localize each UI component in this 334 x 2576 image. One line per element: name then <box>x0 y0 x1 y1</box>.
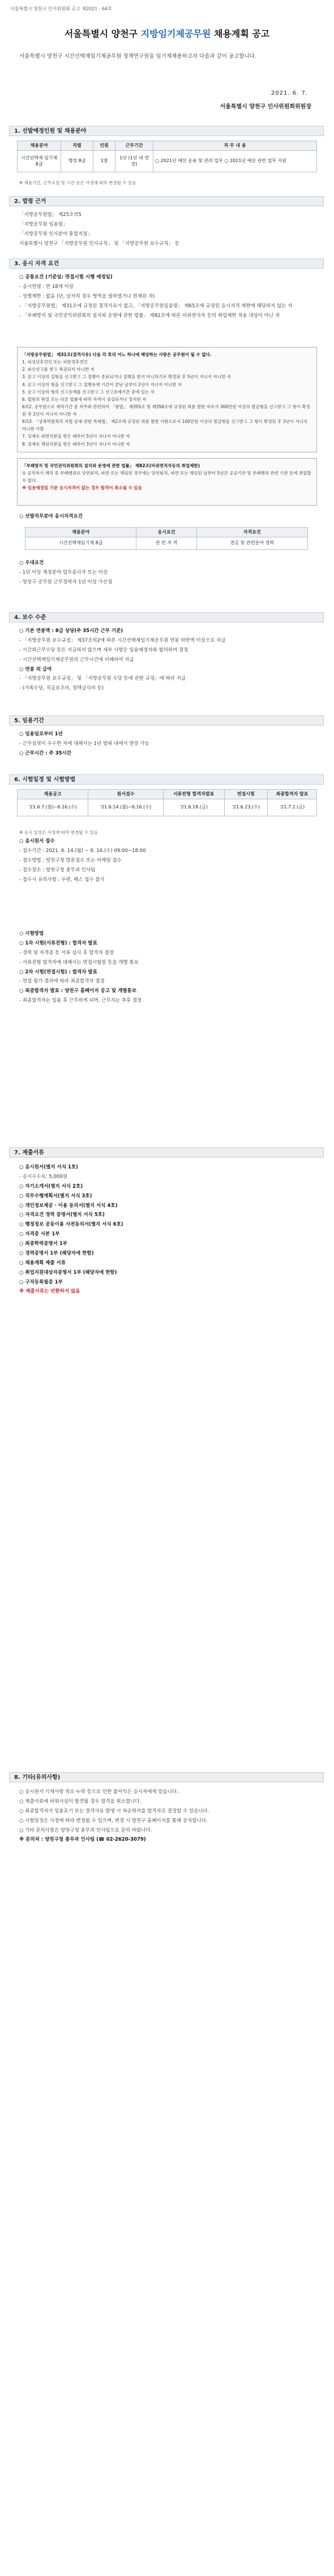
box-title: 「지방공무원법」 제31조(결격사유) 다음 각 호의 어느 하나에 해당하는 사람은 공무원이 될 수 없다. <box>22 352 212 357</box>
legal-basis-item: 서울특별시 양천구 「지방공무원 인사규칙」 및 「지방공무원 보수규칙」 등 <box>19 240 179 247</box>
qual-td: 관 련 자 격 <box>136 537 196 549</box>
document-note: ※ 제출서류는 반환하지 않음 <box>19 1289 80 1295</box>
exam-item: ○ 2차 시험(면접시험) : 합격자 발표 <box>19 969 97 975</box>
document-item: ○ 최종학력증명서 1부 <box>19 1241 67 1247</box>
document-item: ○ 직무수행계획서(별지 서식 3호) <box>19 1193 92 1199</box>
disqualification-box <box>17 347 317 452</box>
document-item: ○ 채용계획 제출 서류 <box>19 1260 66 1266</box>
application-item: - 접수방법 : 양천구청 방문접수 또는 이메일 접수 <box>19 857 122 863</box>
requirement-item: - 응시연령 : 만 18세 이상 <box>19 283 74 290</box>
notice-item: ○ 제출서류에 허위사실이 발견될 경우 합격을 취소합니다. <box>19 1798 142 1804</box>
page-title <box>0 27 334 40</box>
document-item: ○ 응시원서(별지 서식 1호) <box>19 1164 78 1170</box>
section-8-heading: 8. 기타(유의사항) <box>9 1772 324 1782</box>
legal-basis-item: 「지방공무원 임용령」 <box>19 221 68 227</box>
contact-info: ※ 문의처 : 양천구청 총무과 인사팀 (☎ 02-2620-3079) <box>19 1837 146 1843</box>
preference-list <box>19 559 319 588</box>
preference-item: - 1년 이상 재정분야 업무종사자 또는 이상 <box>19 569 108 575</box>
section-3-heading: 3. 응시 자격 요건 <box>9 259 324 269</box>
box-item: 4. 금고 이상의 형을 선고받고 그 집행유예 기간이 끝난 날부터 2년이 지나지 아니한 자 <box>22 382 182 387</box>
documents-list <box>19 1163 319 1297</box>
exam-item: ○ 1차 시험(서류전형) : 합격자 발표 <box>19 940 97 946</box>
document-item: ○ 경력증명서 1부 (해당자에 한함) <box>19 1250 94 1256</box>
requirement-item: - 「부패방지 및 국민권익위원회의 설치와 운영에 관한 법률」 제82조에 따른 비위면직자 등의 취업제한 적용 대상이 아닌 자 <box>19 312 280 319</box>
application-details <box>19 829 319 886</box>
header-note: 서울특별시 양천구 인사위원회 공고 제2021 - 64호 <box>10 6 113 11</box>
box-item: 2. 파산선고를 받고 복권되지 아니한 자 <box>22 367 95 372</box>
title-pre: 서울특별시 양천구 <box>64 28 141 39</box>
th-duty: 직 무 내 용 <box>153 141 317 151</box>
salary-item: - 시간선택제임기제공무원의 근무시간에 비례하여 지급 <box>19 656 134 663</box>
th-period: 근무기간 <box>115 141 153 151</box>
document-item: ○ 구직등록필증 1부 <box>19 1279 63 1285</box>
box2-title: 「부패방지 및 국민권익위원회의 설치와 운영에 관한 법률」 제82조(비위면직자등의 취업제한) <box>22 463 200 468</box>
requirement-item: - 성별제한 : 없음 (단, 남자의 경우 병역을 필하였거나 면제된 자) <box>19 293 155 299</box>
document-item: - 응시수수료: 5,000원 <box>19 1173 67 1180</box>
schedule-td: '21.6.14.(월)~6.16.(수) <box>88 799 163 816</box>
legal-basis-item: 「지방공무원법」 제25조의5 <box>19 212 82 218</box>
notice-item: ○ 기타 문의사항은 양천구청 총무과 인사팀으로 문의 바랍니다. <box>19 1827 152 1833</box>
exam-method <box>19 930 319 1006</box>
notice-item: ○ 시험일정은 사정에 따라 변경될 수 있으며, 변경 시 양천구 홈페이지를 통해 공지합니다. <box>19 1817 208 1824</box>
qualification-table <box>25 527 308 550</box>
recruitment-table <box>17 141 317 172</box>
schedule-th: 채용공고 <box>18 790 88 799</box>
box-item: 8. 징계로 해임처분을 받은 때부터 3년이 지나지 아니한 자 <box>22 441 130 447</box>
preference-item: - 양천구 공무원 근무경력자 1년 이상 가산점 <box>19 579 113 585</box>
requirement-item: - 「지방공무원법」 제31조에 규정된 결격사유가 없고, 「지방공무원임용령」 제65조에 규정된 응시자격 제한에 해당하지 않는 자 <box>19 303 293 309</box>
qual-th: 자격요건 <box>196 528 307 537</box>
title-highlight: 지방임기제공무원 <box>140 28 211 39</box>
box-item: 1. 피성년후견인 또는 피한정후견인 <box>22 359 88 365</box>
qual-th: 채용분야 <box>25 528 136 537</box>
box-item: 6. 법원의 판결 또는 다른 법률에 따라 자격이 상실되거나 정지된 자 <box>22 396 147 402</box>
box-item: 6의2. 공무원으로 재직기간 중 직무와 관련하여 「형법」 제355조 및 제356조에 규정된 죄를 범한 자로서 300만원 이상의 벌금형을 선고받고 그 형이 확정된 후 2년이 지나지 아니한 자 <box>22 404 310 417</box>
document-item: ○ 행정정보 공동이용 사전동의서(별지 서식 6호) <box>19 1222 123 1228</box>
schedule-th: 최종합격자 발표 <box>268 790 317 799</box>
box-item: 5. 금고 이상의 형의 선고유예를 선고받고 그 선고유예기간 중에 있는 자 <box>22 389 155 395</box>
common-requirements <box>19 273 319 321</box>
anticorruption-box <box>17 458 317 506</box>
announcement-date: 2021. 6. 7. <box>271 90 308 96</box>
section-4-heading: 4. 보수 수준 <box>9 612 324 622</box>
td-duty: ○ 2021년 예산 운용 및 관리 업무 ○ 2021년 예산 관련 업무 지원 <box>153 150 317 172</box>
schedule-td: '21.6.7.(월)~6.16.(수) <box>18 799 88 816</box>
schedule-td: '21.6.23.(수) <box>224 799 268 816</box>
legal-basis-list <box>19 211 319 249</box>
section-5-heading: 5. 임용기간 <box>9 715 324 726</box>
schedule-th: 원서접수 <box>88 790 163 799</box>
title-post: 채용계획 공고 <box>211 28 270 39</box>
intro-text: 서울특별시 양천구 시간선택제임기제공무원 정책연구원을 임기제채용하고자 다음과 같이 공고합니다. <box>19 53 256 60</box>
document-item: ○ 취업지원대상자증명서 1부 (해당자에 한함) <box>19 1269 117 1276</box>
exam-item: - 서류전형 합격자에 대해서는 면접시험일 등을 개별 통보 <box>19 959 139 965</box>
schedule-td: '21.7.2.(금) <box>268 799 317 816</box>
notice-item: ○ 최종합격자가 임용포기 또는 결격사유 발생 시 차순위자를 합격자로 결정할 수 있습니다. <box>19 1808 209 1814</box>
salary-lead: ○ 기본 연봉액 : 8급 상당(주 35시간 근무 기준) <box>19 628 123 634</box>
section-1-heading: 1. 선발예정인원 및 채용분야 <box>9 126 324 136</box>
document-item: ○ 자격요건 경력 증명서(별지 서식 5호) <box>19 1212 105 1218</box>
qual-th: 응시요건 <box>136 528 196 537</box>
term-item: - 근무실적이 우수한 자에 대해서는 1년 범위 내에서 연장 가능 <box>19 740 149 747</box>
box2-item: ① 공직자가 재직 중 부패행위로 당연퇴직, 파면 또는 해임된 경우에는 당연퇴직, 파면 또는 해임된 날부터 5년간 공공기관 및 부패행위 관련 기관 등에 취업할 수 없다. <box>22 471 311 484</box>
legal-basis-item: 「지방공무원 인사분야 통합지침」 <box>19 231 93 237</box>
application-item: - 접수기간 : 2021. 6. 14.(월) ~ 6. 16.(수) 09:00~18:00 <box>19 848 146 854</box>
box-item: 6의3. 「성폭력범죄의 처벌 등에 관한 특례법」 제2조에 규정된 죄를 범한 사람으로서 100만원 이상의 벌금형을 선고받고 그 형이 확정된 후 3년이 지나지 아니한 사람 <box>22 419 308 432</box>
schedule-note: ※ 응시 일정은 사정에 따라 변경될 수 있음 <box>19 830 98 835</box>
section-1-note: ※ 채용기간, 근무요일 및 시간 등은 사정에 따라 변경될 수 있음 <box>19 180 136 185</box>
term-details <box>19 730 319 759</box>
box-item: 3. 금고 이상의 실형을 선고받고 그 집행이 종료되거나 집행을 받지 아니하기로 확정된 후 5년이 지나지 아니한 자 <box>22 374 231 380</box>
schedule-th: 면접시험 <box>224 790 268 799</box>
section-6-heading: 6. 시험일정 및 시험방법 <box>9 774 324 785</box>
salary-lead-2: ○ 연봉 외 급여 <box>19 666 52 672</box>
box-item: 7. 징계로 파면처분을 받은 때부터 5년이 지나지 아니한 자 <box>22 434 130 439</box>
exam-item: - 면접 평가 결과에 따라 최종합격자 결정 <box>19 978 105 985</box>
qual-td: 시간선택제임기제 8급 <box>25 537 136 549</box>
document-item: ○ 자기소개서(별지 서식 2호) <box>19 1183 83 1189</box>
application-lead: ○ 응시원서 접수 <box>19 838 55 845</box>
salary-details <box>19 627 319 694</box>
qual-td: 전공 및 관련분야 경력 <box>196 537 307 549</box>
td-count: 1명 <box>93 150 115 172</box>
td-period: 1년 (1년 내 연장) <box>115 150 153 172</box>
th-count: 인원 <box>93 141 115 151</box>
section-7-heading: 7. 제출서류 <box>9 1147 324 1158</box>
th-series: 직렬 <box>61 141 93 151</box>
schedule-td: '21.6.18.(금) <box>163 799 224 816</box>
term-item: ○ 근무시간 : 주 35시간 <box>19 750 71 756</box>
preference-lead: ○ 우대요건 <box>19 560 44 566</box>
exam-lead: ○ 시험방법 <box>19 931 44 937</box>
document-item: ○ 개인정보제공 · 이용 동의서(별지 서식 4호) <box>19 1202 118 1209</box>
td-field: 시간선택제 임기제 8급 <box>18 150 61 172</box>
announcement-org: 서울특별시 양천구 인사위원회위원장 <box>220 104 311 110</box>
exam-item: - 경력 및 자격증 등 서류 심사 후 합격자 결정 <box>19 950 114 956</box>
term-item: ○ 임용일로부터 1년 <box>19 731 63 737</box>
salary-item: - (가족수당, 직급보조비, 정액급식비 등) <box>19 685 104 692</box>
salary-item: - 「지방공무원 보수규정」 및 「지방공무원 수당 등에 관한 규정」에 따라 지급 <box>19 676 186 682</box>
section-2-heading: 2. 법령 근거 <box>9 196 324 206</box>
exam-item: ○ 최종합격자 발표 : 양천구 홈페이지 공고 및 개별통보 <box>19 988 136 994</box>
td-series: 행정 8급 <box>61 150 93 172</box>
document-item: ○ 자격증 사본 1부 <box>19 1231 60 1238</box>
box2-item: ※ 임용예정일 기준 응시자격이 없는 경우 합격이 취소될 수 있음 <box>22 485 142 491</box>
salary-item: - 시간외근무수당 등은 지급하지 않으며 세부 사항은 임용예정자와 협의하여 결정 <box>19 647 189 653</box>
application-item: - 접수장소 : 양천구청 총무과 인사팀 <box>19 867 96 873</box>
schedule-table <box>17 789 317 816</box>
th-field: 채용분야 <box>18 141 61 151</box>
requirements-lead: ○ 공통요건 (기준일: 면접시험 시행 예정일) <box>19 274 113 280</box>
schedule-th: 서류전형 합격자발표 <box>163 790 224 799</box>
application-item: - 접수시 유의사항 : 우편, 팩스 접수 불가 <box>19 876 105 883</box>
qualification-lead <box>19 512 319 522</box>
qualification-lead-text: ○ 선발직무분야 응시자격요건 <box>19 514 83 519</box>
exam-item: - 최종합격자는 임용 후 근무하게 되며, 근무지는 추후 결정 <box>19 998 142 1004</box>
notices-list <box>19 1788 319 1845</box>
notice-item: ○ 응시원서 기재사항 착오·누락 등으로 인한 불이익은 응시자에게 있습니다. <box>19 1789 178 1795</box>
salary-item: - 「지방공무원 보수규정」 제37조의2에 따른 시간선택제임기제공무원 연봉 하한액 이상으로 지급 <box>19 637 226 643</box>
